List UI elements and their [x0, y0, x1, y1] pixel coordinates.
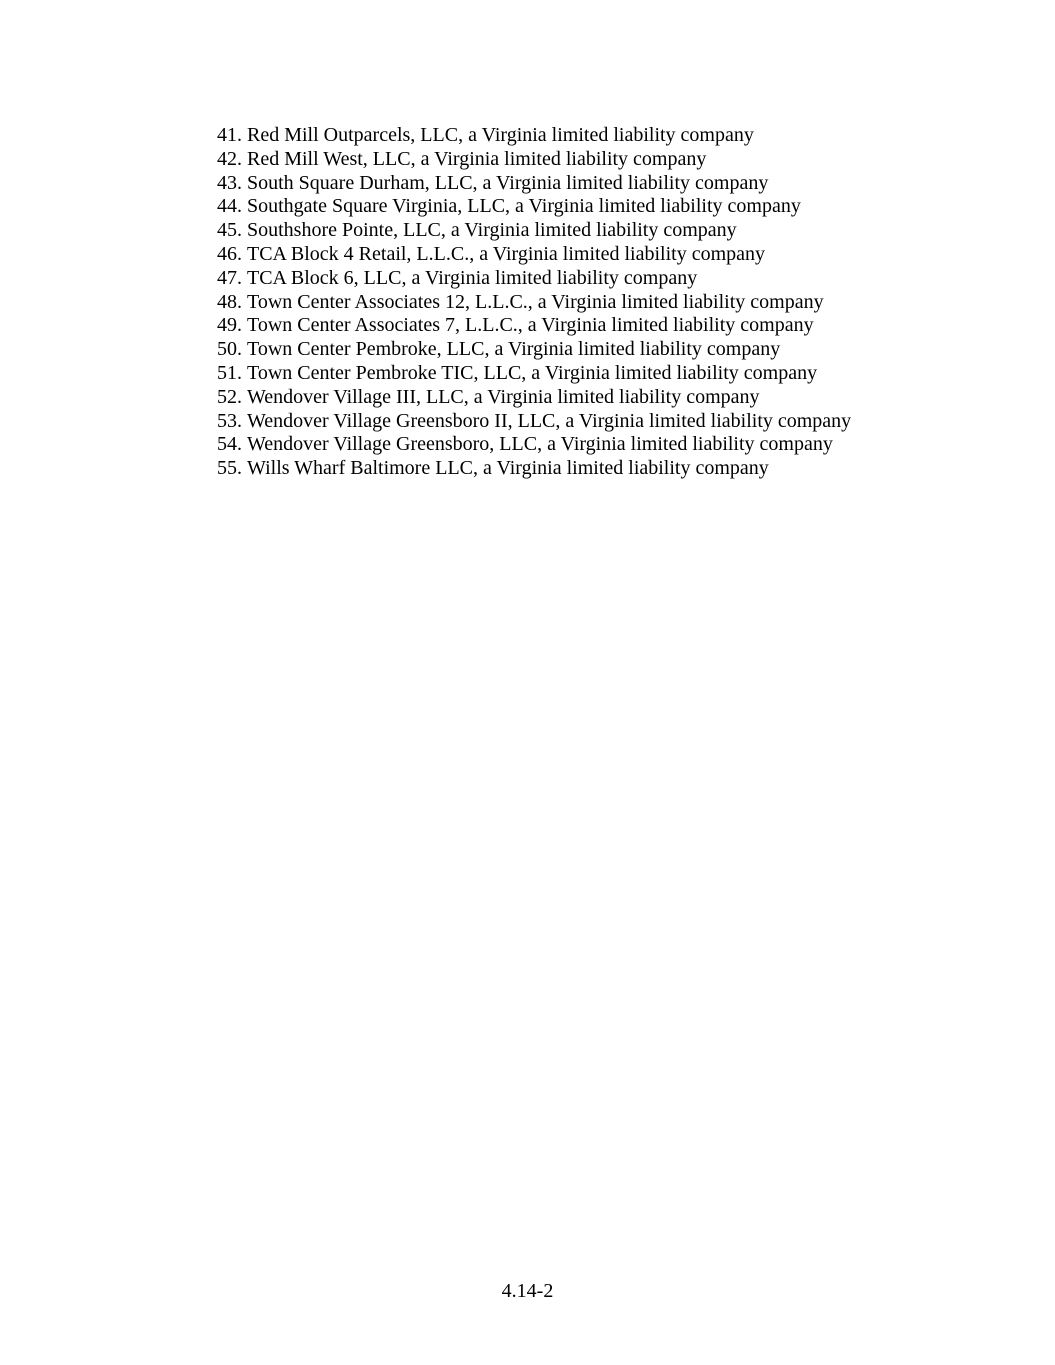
item-number: 42.: [217, 147, 242, 170]
page-number: 4.14-2: [501, 1280, 554, 1302]
item-text: TCA Block 6, LLC, a Virginia limited liability company: [247, 266, 698, 289]
item-text: Red Mill Outparcels, LLC, a Virginia limited liability company: [247, 124, 754, 146]
item-number: 47.: [217, 266, 242, 289]
item-text: South Square Durham, LLC, a Virginia limited liability company: [247, 171, 769, 194]
item-text: Wendover Village Greensboro, LLC, a Virginia limited liability company: [247, 433, 833, 456]
item-number: 43.: [217, 171, 242, 194]
item-number: 49.: [217, 314, 242, 337]
list-item: [217, 362, 851, 386]
item-text: Wendover Village III, LLC, a Virginia limited liability company: [247, 385, 760, 408]
item-text: Wills Wharf Baltimore LLC, a Virginia limited liability company: [247, 457, 769, 480]
item-number: 55.: [217, 457, 242, 480]
item-text: Town Center Associates 12, L.L.C., a Virginia limited liability company: [247, 290, 824, 313]
item-number: 46.: [217, 242, 242, 265]
item-number: 44.: [217, 195, 242, 218]
list-item: [217, 243, 851, 267]
item-text: Southgate Square Virginia, LLC, a Virginia limited liability company: [247, 195, 801, 218]
entity-list: [217, 124, 851, 481]
item-number: 53.: [217, 409, 242, 432]
list-item: [217, 148, 851, 172]
list-item: [217, 124, 851, 148]
list-item: [217, 195, 851, 219]
list-item: [217, 338, 851, 362]
item-number: 50.: [217, 338, 242, 361]
item-text: Southshore Pointe, LLC, a Virginia limited liability company: [247, 219, 737, 242]
item-number: 52.: [217, 385, 242, 408]
list-item: [217, 314, 851, 338]
item-number: 41.: [217, 124, 242, 146]
item-text: Town Center Associates 7, L.L.C., a Virginia limited liability company: [247, 314, 814, 337]
item-text: Town Center Pembroke TIC, LLC, a Virginia limited liability company: [247, 361, 818, 384]
list-item: [217, 267, 851, 291]
list-item: [217, 291, 851, 315]
list-item: [217, 219, 851, 243]
item-text: Red Mill West, LLC, a Virginia limited liability company: [247, 147, 707, 170]
item-number: 54.: [217, 433, 242, 456]
list-item: [217, 386, 851, 410]
list-item: [217, 433, 851, 457]
list-item: [217, 172, 851, 196]
item-number: 48.: [217, 290, 242, 313]
item-text: TCA Block 4 Retail, L.L.C., a Virginia limited liability company: [247, 242, 765, 265]
list-item: [217, 457, 851, 481]
item-text: Wendover Village Greensboro II, LLC, a Virginia limited liability company: [247, 409, 852, 432]
list-item: [217, 410, 851, 434]
item-number: 45.: [217, 219, 242, 242]
item-text: Town Center Pembroke, LLC, a Virginia limited liability company: [247, 338, 781, 361]
item-number: 51.: [217, 361, 242, 384]
